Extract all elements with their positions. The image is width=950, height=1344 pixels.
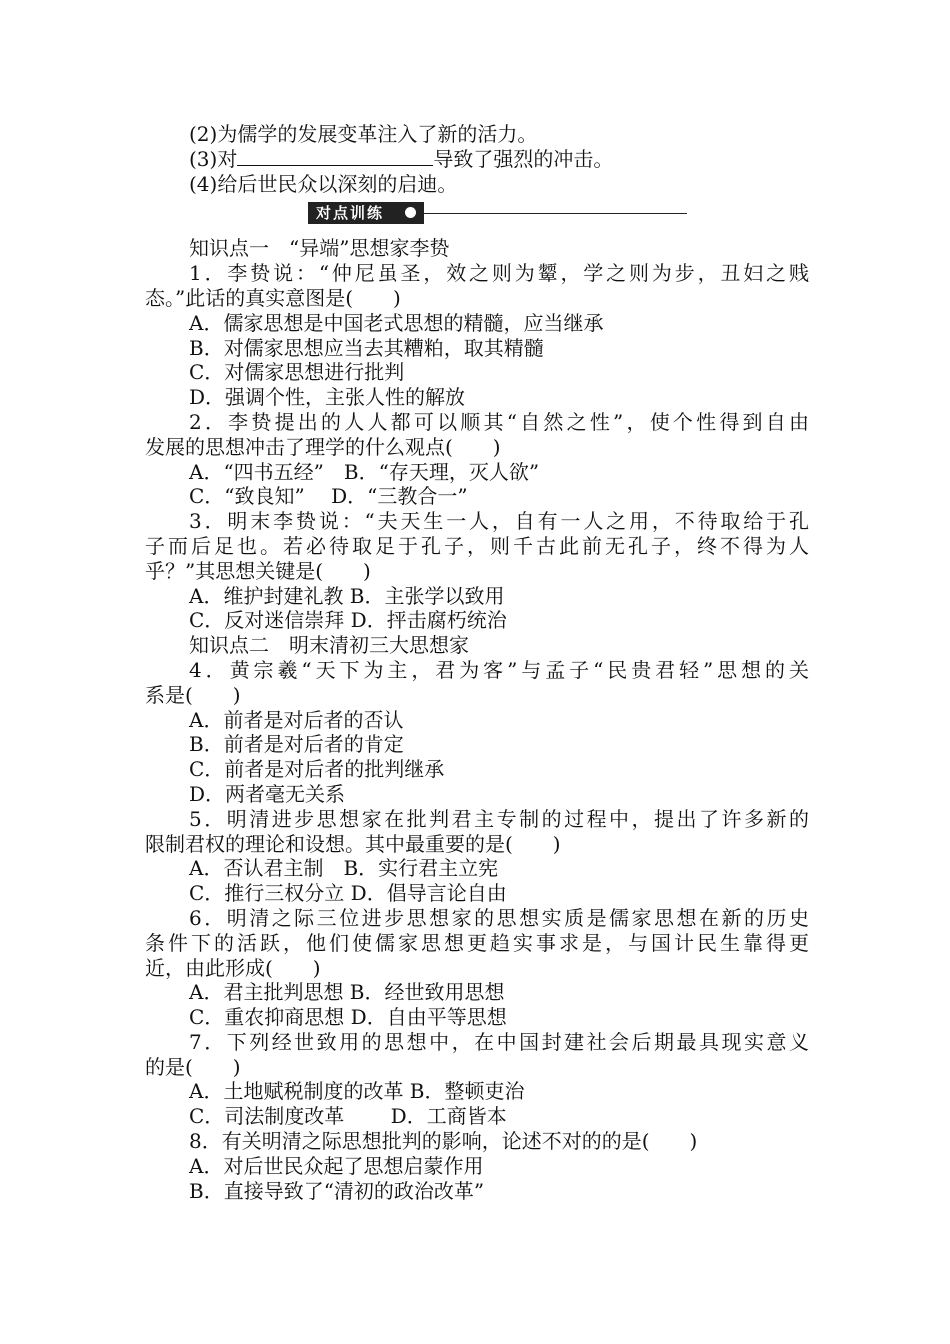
section-badge xyxy=(308,202,424,224)
text-line: 限制君权的理论和设想。其中最重要的是( ) xyxy=(145,831,561,856)
text-line: A．维护封建礼教 B．主张学以致用 xyxy=(189,583,505,608)
text-line: A．前者是对后者的否认 xyxy=(189,707,404,732)
text-line: C．推行三权分立 D．倡导言论自由 xyxy=(189,881,507,906)
text-line: A．儒家思想是中国老式思想的精髓，应当继承 xyxy=(189,310,604,335)
text-line: A．否认君主制 B．实行君主立宪 xyxy=(189,856,499,881)
intro-line-3-prefix: (3)对 xyxy=(189,146,238,171)
text-line: 近，由此形成( ) xyxy=(145,955,321,980)
text-line: C．前者是对后者的批判继承 xyxy=(189,757,445,782)
text-line: 态。”此话的真实意图是( ) xyxy=(145,285,401,310)
text-line: A．“四书五经” B．“存天理，灭人欲” xyxy=(189,459,540,484)
text-line: 的是( ) xyxy=(145,1054,241,1079)
text-line: A．对后世民众起了思想启蒙作用 xyxy=(189,1153,484,1178)
question-list xyxy=(145,236,809,1203)
text-line: 子而后足也。若必待取足于孔子，则千古此前无孔子，终不得为人 xyxy=(145,533,809,558)
text-line: 系是( ) xyxy=(145,682,241,707)
text-line: A．君主批判思想 B．经世致用思想 xyxy=(189,980,505,1005)
text-line: 知识点一 “异端”思想家李贽 xyxy=(189,236,450,261)
text-line: 发展的思想冲击了理学的什么观点( ) xyxy=(145,434,501,459)
text-line: A．土地赋税制度的改革 B．整顿吏治 xyxy=(189,1079,525,1104)
section-rule xyxy=(424,213,687,214)
text-line: 知识点二 明末清初三大思想家 xyxy=(189,633,469,658)
text-line: C．重农抑商思想 D．自由平等思想 xyxy=(189,1005,507,1030)
text-line: B．对儒家思想应当去其糟粕，取其精髓 xyxy=(189,335,544,360)
text-line: 7．下列经世致用的思想中，在中国封建社会后期最具现实意义 xyxy=(189,1029,809,1054)
text-line: 1．李贽说：“仲尼虽圣，效之则为颦，学之则为步，丑妇之贱 xyxy=(189,261,809,286)
text-line: B．前者是对后者的肯定 xyxy=(189,732,404,757)
bullet-dot-icon xyxy=(405,207,416,218)
text-line: 6．明清之际三位进步思想家的思想实质是儒家思想在新的历史 xyxy=(189,905,809,930)
text-line: B．直接导致了“清初的政治改革” xyxy=(189,1178,485,1203)
text-line: D．强调个性，主张人性的解放 xyxy=(189,385,466,410)
document-page xyxy=(145,122,809,1203)
text-line: 乎？”其思想关键是( ) xyxy=(145,558,371,583)
text-line: 条件下的活跃，他们使儒家思想更趋实事求是，与国计民生靠得更 xyxy=(145,930,809,955)
text-line: 2．李贽提出的人人都可以顺其“自然之性”，使个性得到自由 xyxy=(189,409,809,434)
text-line: C．司法制度改革 D．工商皆本 xyxy=(189,1104,507,1129)
text-line: C．反对迷信崇拜 D．抨击腐朽统治 xyxy=(189,608,507,633)
section-title: 对点训练 xyxy=(316,204,385,223)
section-header xyxy=(145,198,809,232)
intro-line-2: (2)为儒学的发展变革注入了新的活力。 xyxy=(189,122,538,146)
text-line: 5．明清进步思想家在批判君主专制的过程中，提出了许多新的 xyxy=(189,806,809,831)
text-line: 8．有关明清之际思想批判的影响，论述不对的的是( ) xyxy=(189,1129,698,1154)
intro-line-4: (4)给后世民众以深刻的启迪。 xyxy=(189,171,458,196)
text-line: 3．明末李贽说：“夫天生一人，自有一人之用，不待取给于孔 xyxy=(189,509,809,534)
fill-in-blank[interactable] xyxy=(237,147,433,166)
text-line: 4．黄宗羲“天下为主，君为客”与孟子“民贵君轻”思想的关 xyxy=(189,657,809,682)
intro-line-3 xyxy=(145,147,809,172)
text-line: C．对儒家思想进行批判 xyxy=(189,360,405,385)
intro-line-3-suffix: 导致了强烈的冲击。 xyxy=(433,146,614,171)
text-line: C．“致良知” D．“三教合一” xyxy=(189,484,468,509)
text-line: D．两者毫无关系 xyxy=(189,781,346,806)
